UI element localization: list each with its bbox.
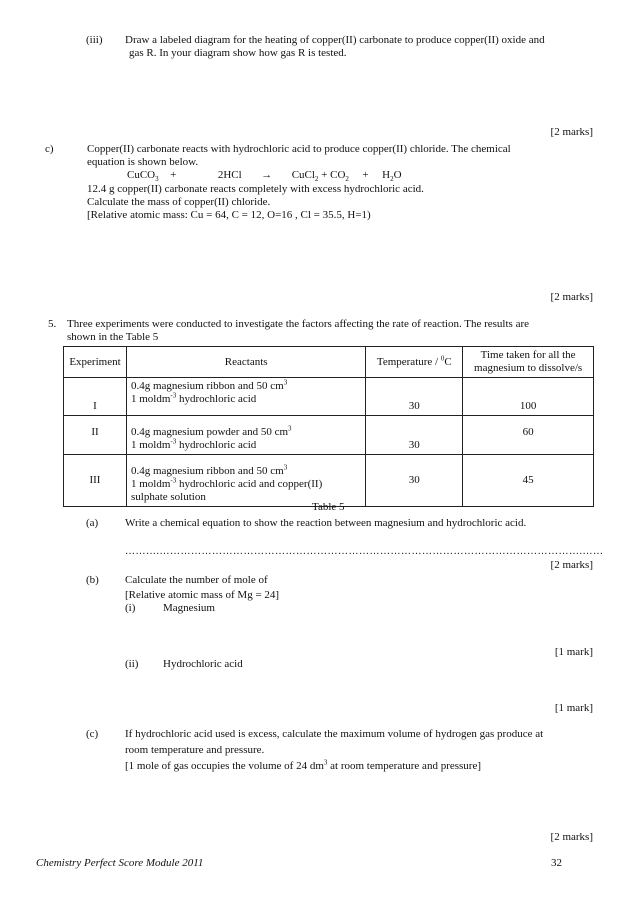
part-b-ii-marks: [1 mark] bbox=[554, 702, 593, 714]
eq-plus: + bbox=[362, 169, 369, 181]
part-c5-marks: [2 marks] bbox=[550, 831, 593, 843]
part-c-question-line4: Calculate the mass of copper(II) chloride. bbox=[87, 196, 271, 208]
table-row bbox=[64, 378, 594, 416]
part-c5-question-line3: [1 mole of gas occupies the volume of 24 $dm^3$ at room temperature and pressure] bbox=[125, 758, 482, 772]
equation bbox=[127, 168, 402, 182]
part-b-question: Calculate the number of mole of bbox=[125, 574, 268, 586]
part-a-label: (a) bbox=[86, 517, 99, 529]
eq-co2: $CO_2$ bbox=[330, 169, 349, 184]
experiment-cell: II bbox=[64, 416, 127, 455]
answer-line: ……….………………………………………………………………………………………………………….…… bbox=[125, 546, 604, 557]
eq-h2o: $H_2O$ bbox=[382, 169, 402, 184]
question-5-number: 5. bbox=[48, 318, 57, 330]
part-iii-marks: [2 marks] bbox=[550, 126, 593, 138]
part-b-label: (b) bbox=[86, 574, 99, 586]
part-c5-question-line2: room temperature and pressure. bbox=[125, 744, 265, 756]
eq-arrow: → bbox=[261, 169, 273, 181]
part-b-i-text: Magnesium bbox=[163, 602, 215, 614]
results-table bbox=[63, 346, 594, 507]
temperature-cell: 30 bbox=[366, 455, 463, 507]
time-cell: 60 bbox=[463, 416, 594, 455]
header-time: Time taken for all the magnesium to dissolve/s bbox=[463, 347, 594, 378]
part-c-label: c) bbox=[45, 143, 54, 155]
part-c-question-line3: 12.4 g copper(II) carbonate reacts completely with excess hydrochloric acid. bbox=[87, 183, 424, 195]
time-cell: 45 bbox=[463, 455, 594, 507]
question-5-intro-line1: Three experiments were conducted to investigate the factors affecting the rate of reaction. The results are bbox=[67, 318, 529, 330]
part-c-question-line1: Copper(II) carbonate reacts with hydrochloric acid to produce copper(II) chloride. The chemical bbox=[87, 143, 511, 155]
eq-cuco3: CuCO$_3$ bbox=[127, 169, 159, 184]
table-row bbox=[64, 455, 594, 507]
table-header-row bbox=[64, 347, 594, 378]
experiment-cell: III bbox=[64, 455, 127, 507]
page-number: 32 bbox=[551, 857, 562, 869]
eq-hcl: 2HCl bbox=[217, 169, 242, 181]
header-reactants: Reactants bbox=[126, 347, 365, 378]
part-c5-question-line1: If hydrochloric acid used is excess, calculate the maximum volume of hydrogen gas produce at bbox=[125, 728, 544, 740]
part-c5-label: (c) bbox=[86, 728, 99, 740]
part-b-ii-label: (ii) bbox=[125, 658, 139, 670]
experiment-cell: I bbox=[64, 378, 127, 416]
temperature-cell: 30 bbox=[366, 416, 463, 455]
eq-plus: + bbox=[170, 169, 177, 181]
part-iii-question-line2: gas R. In your diagram show how gas R is tested. bbox=[129, 47, 347, 59]
part-c-marks: [2 marks] bbox=[550, 291, 593, 303]
reactants-cell: 0.4g magnesium ribbon and 50 $cm^3$ 1 moldm$^{-3}$ hydrochloric acid bbox=[126, 378, 365, 416]
header-temperature: Temperature / $^0$C bbox=[366, 347, 463, 378]
part-iii-number: (iii) bbox=[86, 34, 103, 46]
table-caption: Table 5 bbox=[312, 501, 345, 513]
part-b-atomic-mass: [Relative atomic mass of Mg = 24] bbox=[125, 589, 280, 601]
part-b-i-label: (i) bbox=[125, 602, 136, 614]
footer-title: Chemistry Perfect Score Module 2011 bbox=[36, 857, 204, 869]
part-c-question-line2: equation is shown below. bbox=[87, 156, 199, 168]
eq-cucl2: CuCl$_2$ bbox=[291, 169, 319, 184]
eq-plus: + bbox=[321, 169, 328, 181]
reactants-cell: 0.4g magnesium ribbon and 50 $cm^3$ 1 moldm$^{-3}$ hydrochloric acid and copper(II) sulphate solution bbox=[126, 455, 365, 507]
temperature-cell: 30 bbox=[366, 378, 463, 416]
time-cell: 100 bbox=[463, 378, 594, 416]
part-a-question: Write a chemical equation to show the reaction between magnesium and hydrochloric acid. bbox=[125, 517, 527, 529]
part-b-ii-text: Hydrochloric acid bbox=[163, 658, 243, 670]
header-experiment: Experiment bbox=[64, 347, 127, 378]
reactants-cell: 0.4g magnesium powder and 50 $cm^3$ 1 moldm$^{-3}$ hydrochloric acid bbox=[126, 416, 365, 455]
part-a-marks: [2 marks] bbox=[550, 559, 593, 571]
question-5-intro-line2: shown in the Table 5 bbox=[67, 331, 159, 343]
part-b-i-marks: [1 mark] bbox=[554, 646, 593, 658]
part-iii-question-line1: Draw a labeled diagram for the heating of copper(II) carbonate to produce copper(II) oxide and bbox=[125, 34, 545, 46]
relative-atomic-mass: [Relative atomic mass: Cu = 64, C = 12, O=16 , Cl = 35.5, H=1) bbox=[87, 209, 371, 221]
table-row bbox=[64, 416, 594, 455]
